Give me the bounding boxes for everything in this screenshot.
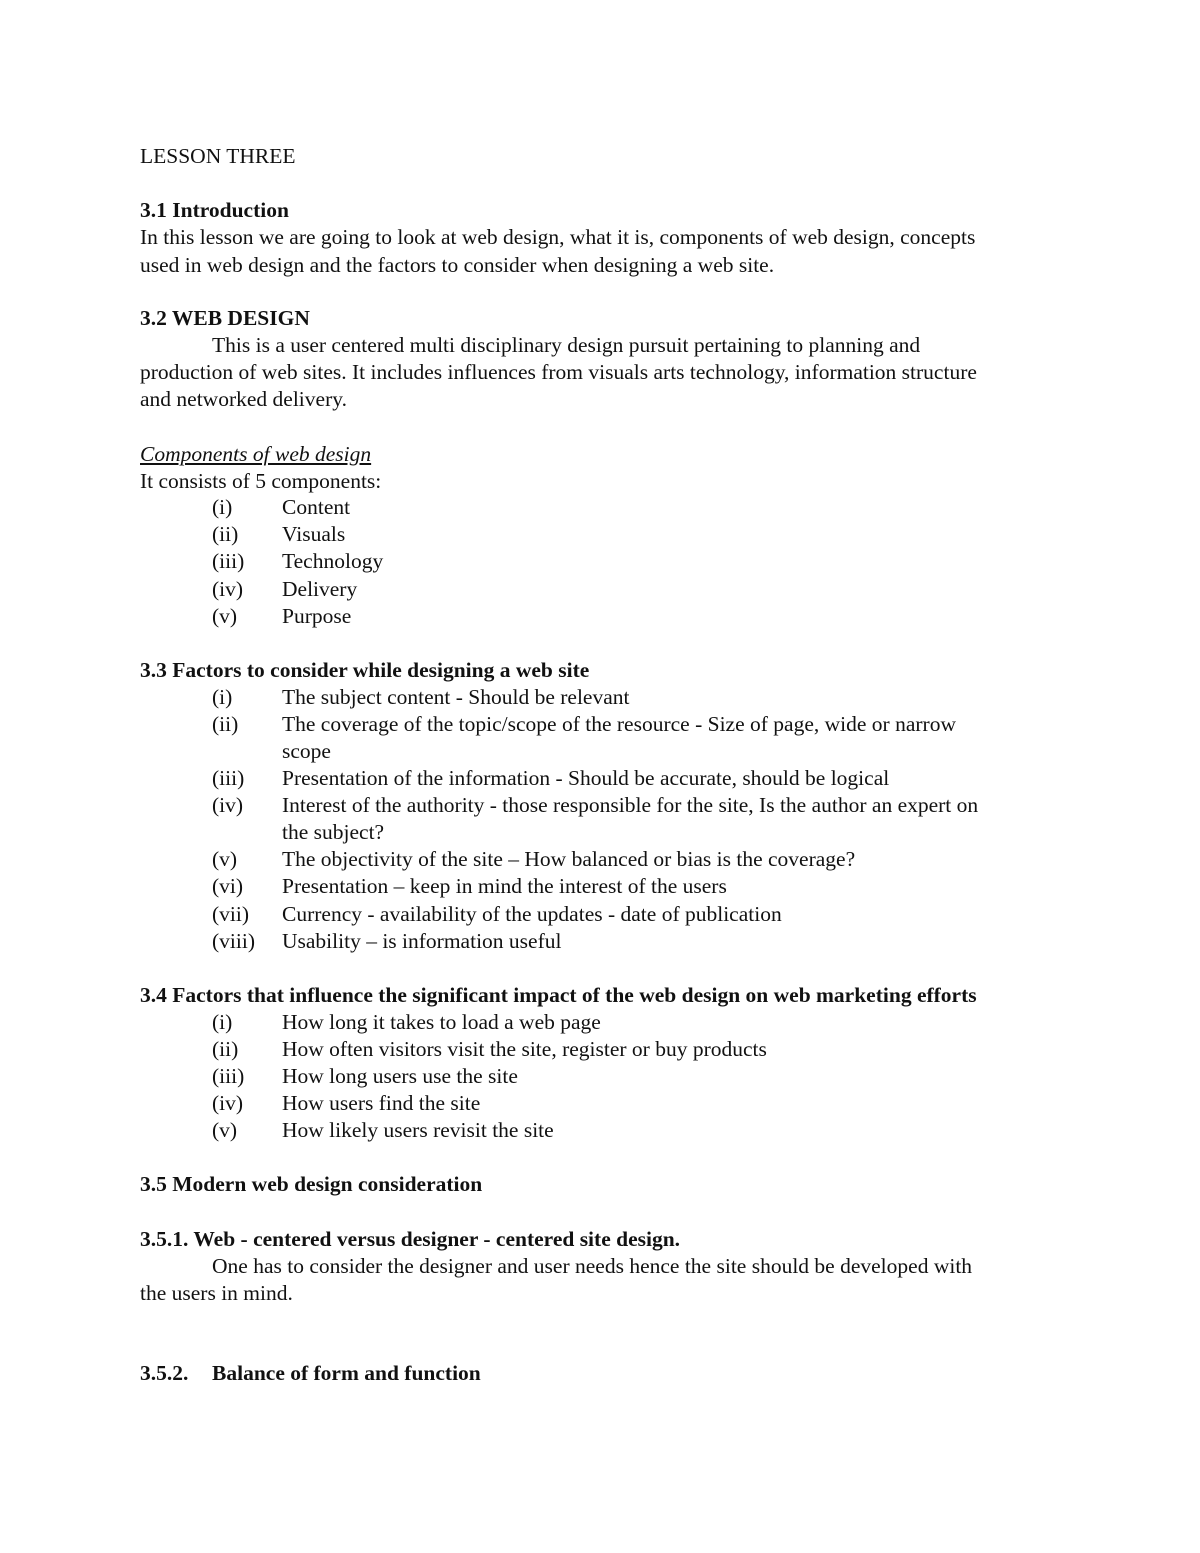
list-item bbox=[212, 1117, 554, 1144]
list-item bbox=[212, 873, 727, 900]
list-item-text: The objectivity of the site – How balanced or bias is the coverage? bbox=[282, 847, 856, 871]
section-3-1-heading: 3.1 Introduction bbox=[140, 198, 289, 222]
list-item-text: How long users use the site bbox=[282, 1064, 518, 1088]
components-intro: It consists of 5 components: bbox=[140, 469, 382, 493]
list-item bbox=[212, 1090, 480, 1117]
list-item bbox=[212, 576, 357, 603]
list-item-number: (ii) bbox=[212, 1037, 239, 1061]
list-item bbox=[212, 548, 383, 575]
paragraph-line: and networked delivery. bbox=[140, 387, 347, 411]
paragraph-line: production of web sites. It includes influences from visuals arts technology, information structure bbox=[140, 360, 977, 384]
list-item bbox=[212, 846, 855, 873]
list-item-number: (viii) bbox=[212, 929, 255, 953]
section-3-5-2-number: 3.5.2. bbox=[140, 1361, 189, 1385]
list-item-continuation: scope bbox=[282, 739, 331, 763]
list-item-number: (ii) bbox=[212, 522, 239, 546]
section-3-5-1-heading: 3.5.1. Web - centered versus designer - centered site design. bbox=[140, 1227, 681, 1251]
list-item-text: Purpose bbox=[282, 604, 352, 628]
list-item-number: (i) bbox=[212, 495, 233, 519]
list-item-text: How often visitors visit the site, register or buy products bbox=[282, 1037, 767, 1061]
list-item-continuation: the subject? bbox=[282, 820, 385, 844]
list-item-text: Presentation of the information - Should be accurate, should be logical bbox=[282, 766, 890, 790]
list-item bbox=[212, 901, 782, 928]
list-item bbox=[212, 1036, 767, 1063]
paragraph-line: In this lesson we are going to look at web design, what it is, components of web design, concepts bbox=[140, 225, 976, 249]
list-item-text: Content bbox=[282, 495, 351, 519]
list-item-number: (iii) bbox=[212, 766, 245, 790]
list-item-number: (v) bbox=[212, 1118, 238, 1142]
list-item-number: (iv) bbox=[212, 793, 244, 817]
components-heading: Components of web design bbox=[140, 442, 372, 466]
list-item bbox=[212, 1063, 518, 1090]
list-item-text: Usability – is information useful bbox=[282, 929, 562, 953]
list-item-text: Technology bbox=[282, 549, 384, 573]
section-3-5-2-heading bbox=[140, 1360, 481, 1387]
list-item-number: (i) bbox=[212, 685, 233, 709]
list-item bbox=[212, 684, 629, 711]
list-item bbox=[212, 928, 561, 955]
list-item-number: (iv) bbox=[212, 1091, 244, 1115]
list-item-text: How users find the site bbox=[282, 1091, 481, 1115]
list-item-text: The coverage of the topic/scope of the resource - Size of page, wide or narrow bbox=[282, 712, 956, 736]
list-item bbox=[212, 521, 345, 548]
list-item-text: How long it takes to load a web page bbox=[282, 1010, 601, 1034]
list-item-text: How likely users revisit the site bbox=[282, 1118, 554, 1142]
list-item bbox=[212, 603, 351, 630]
list-item-text: Presentation – keep in mind the interest of the users bbox=[282, 874, 727, 898]
list-item-text: Delivery bbox=[282, 577, 358, 601]
list-item-text: Currency - availability of the updates - date of publication bbox=[282, 902, 782, 926]
list-item-number: (v) bbox=[212, 847, 238, 871]
section-3-5-2-title: Balance of form and function bbox=[212, 1361, 481, 1385]
section-3-4-heading: 3.4 Factors that influence the significant impact of the web design on web marketing efforts bbox=[140, 983, 977, 1007]
list-item-text: Visuals bbox=[282, 522, 346, 546]
list-item-number: (vi) bbox=[212, 874, 244, 898]
paragraph-line: One has to consider the designer and user needs hence the site should be developed with bbox=[212, 1254, 973, 1278]
list-item-number: (v) bbox=[212, 604, 238, 628]
section-3-3-heading: 3.3 Factors to consider while designing a web site bbox=[140, 658, 590, 682]
list-item-text: The subject content - Should be relevant bbox=[282, 685, 630, 709]
paragraph-line: used in web design and the factors to consider when designing a web site. bbox=[140, 253, 775, 277]
list-item bbox=[212, 711, 956, 738]
list-item-number: (ii) bbox=[212, 712, 239, 736]
list-item-number: (iv) bbox=[212, 577, 244, 601]
paragraph-line: the users in mind. bbox=[140, 1281, 293, 1305]
section-3-5-heading: 3.5 Modern web design consideration bbox=[140, 1172, 483, 1196]
lesson-title: LESSON THREE bbox=[140, 144, 296, 168]
list-item-number: (i) bbox=[212, 1010, 233, 1034]
list-item-text: Interest of the authority - those responsible for the site, Is the author an expert on bbox=[282, 793, 979, 817]
list-item bbox=[212, 494, 350, 521]
list-item-number: (iii) bbox=[212, 549, 245, 573]
list-item-number: (iii) bbox=[212, 1064, 245, 1088]
list-item bbox=[212, 765, 889, 792]
section-3-2-heading: 3.2 WEB DESIGN bbox=[140, 306, 310, 330]
list-item-number: (vii) bbox=[212, 902, 250, 926]
list-item bbox=[212, 792, 978, 819]
list-item bbox=[212, 1009, 601, 1036]
paragraph-line: This is a user centered multi disciplinary design pursuit pertaining to planning and bbox=[212, 333, 921, 357]
